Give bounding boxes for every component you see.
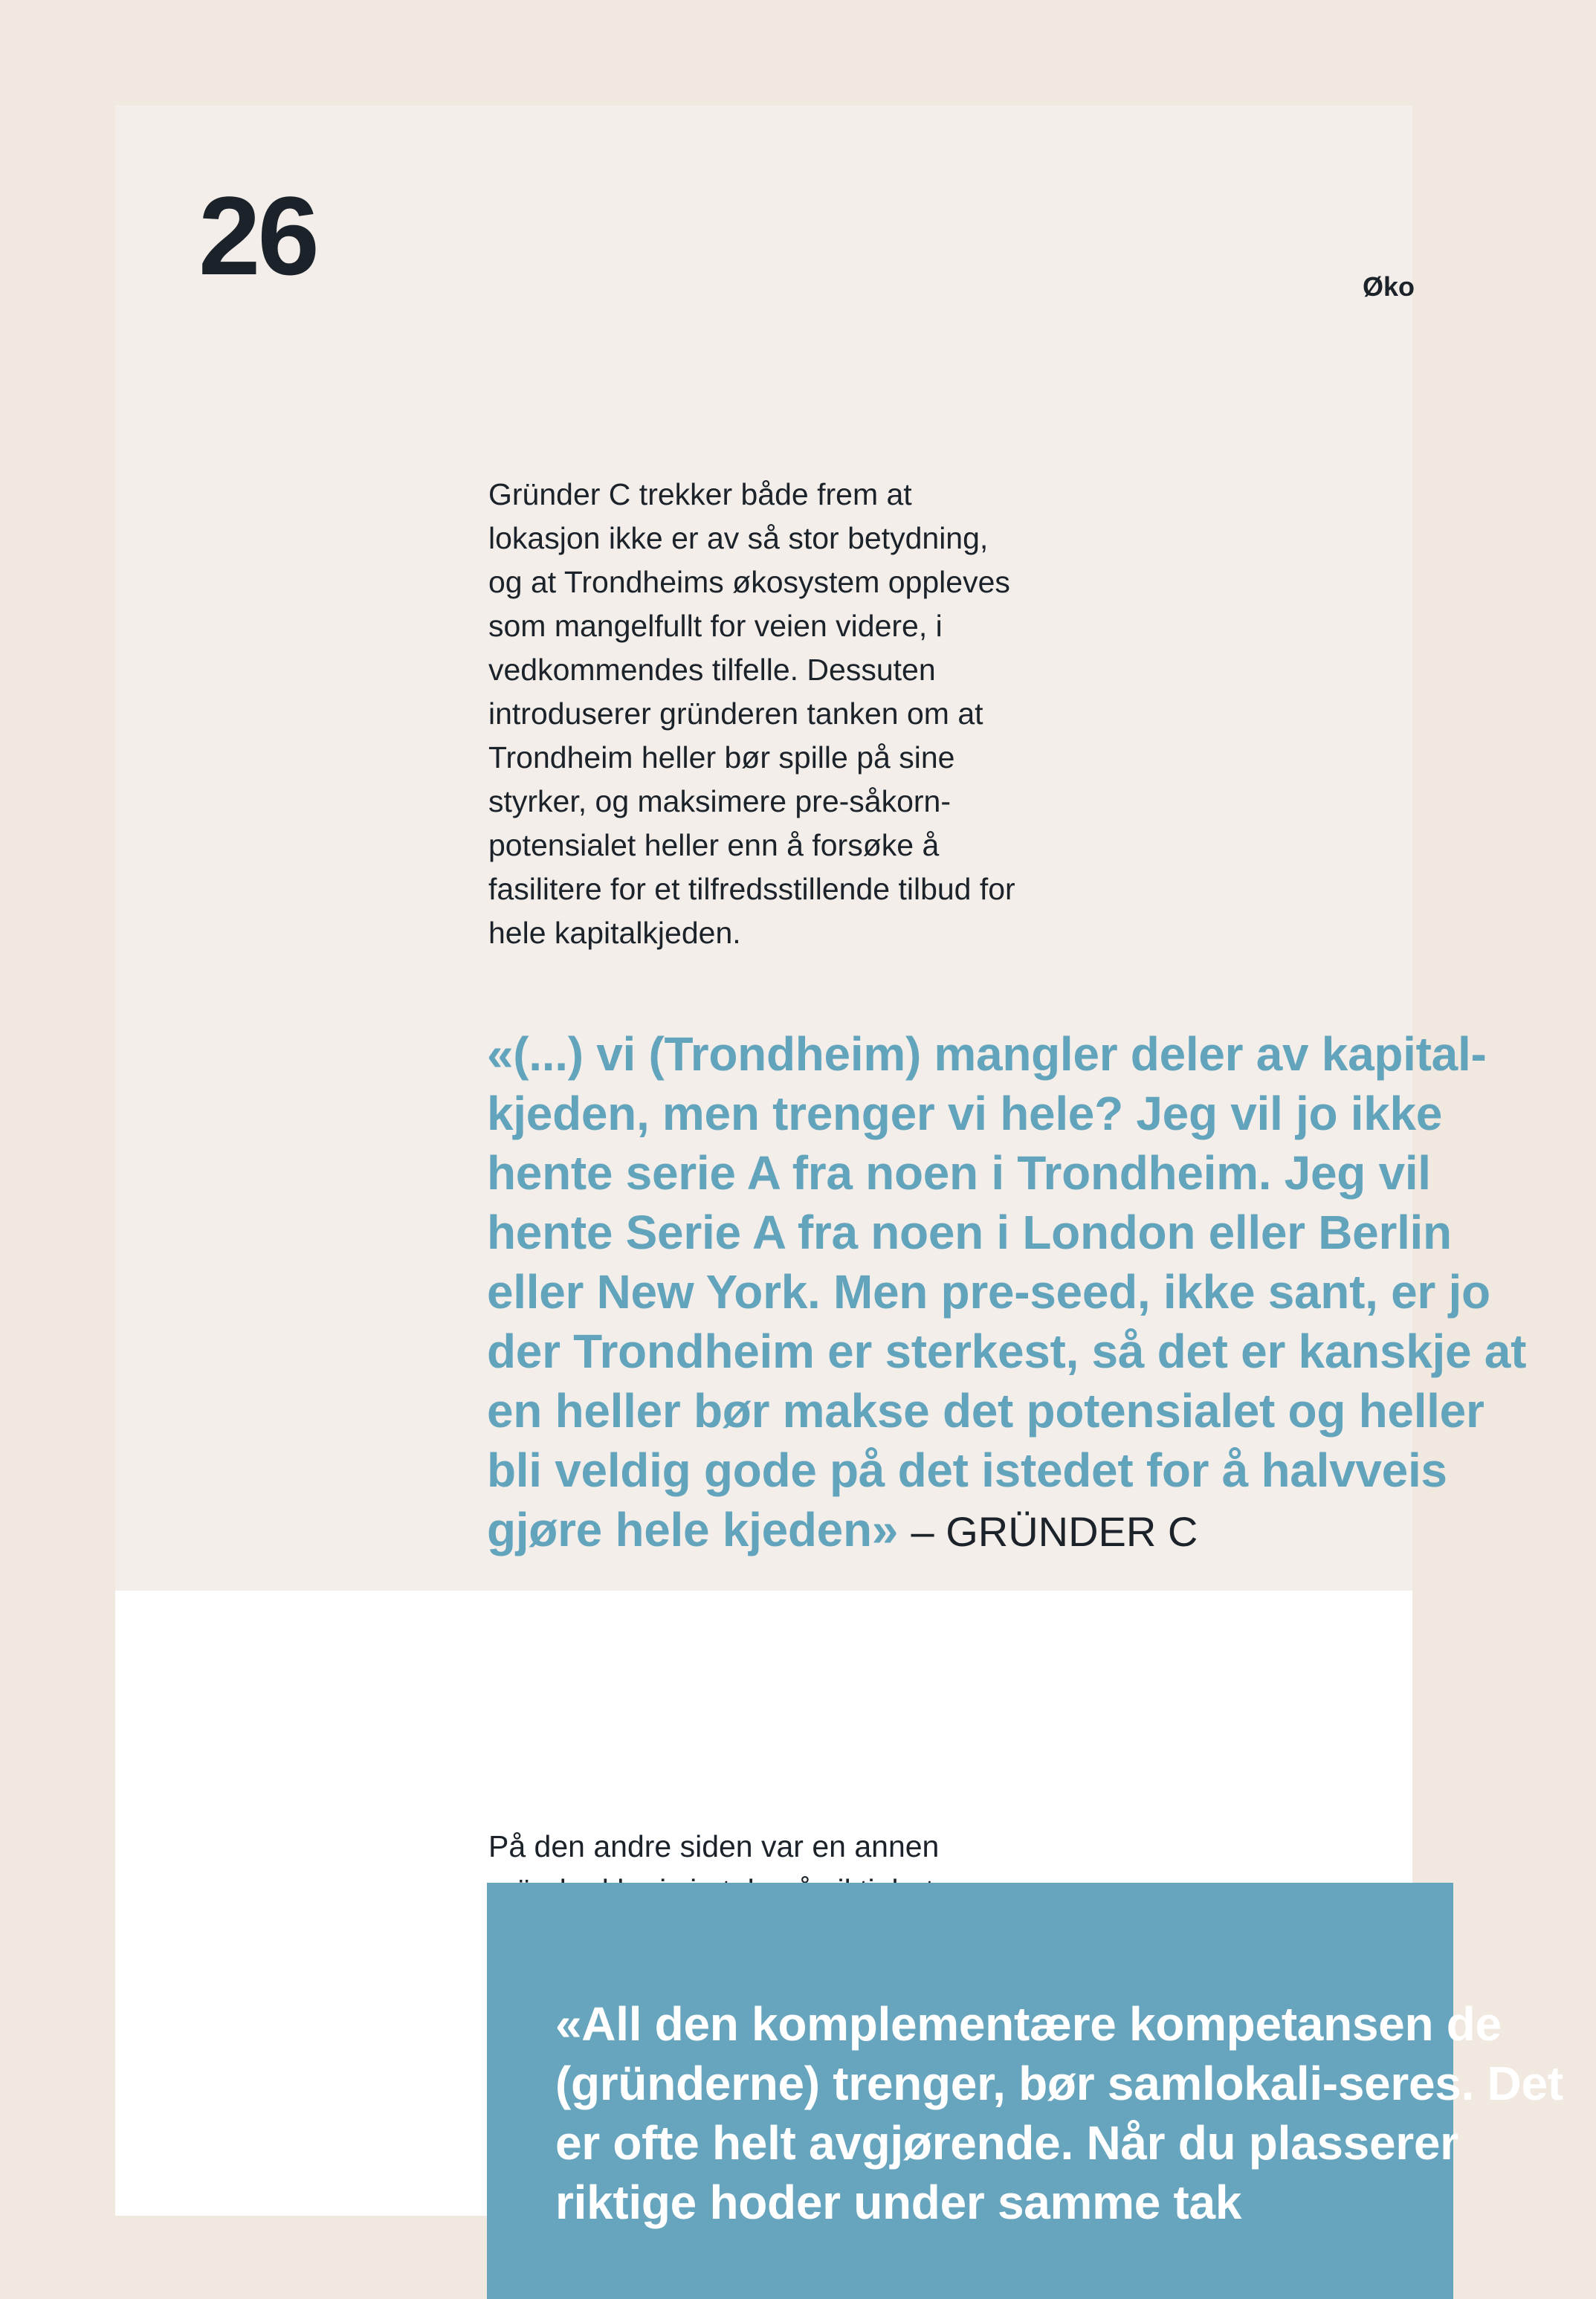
pull-quote xyxy=(487,1024,1528,1562)
body-paragraph: Gründer C trekker både frem at lokasjon ikke er av så stor betydning, og at Trondheims økosystem oppleves som mangelfullt for veien videre, i vedkommendes tilfelle. Dessuten introduserer gründeren tanken om at Trondheim heller bør spille på sine styrker, og maksimere pre-såkorn-potensialet heller enn å forsøke å fasilitere for et tilfredsstillende tilbud for hele kapitalkjeden. xyxy=(488,477,1015,950)
quote-attribution: – GRÜNDER C xyxy=(911,1508,1198,1555)
pull-quote-text: «(...) vi (Trondheim) mangler deler av kapital-kjeden, men trenger vi hele? Jeg vil jo ikke hente serie A fra noen i Trondheim. Jeg vil hente Serie A fra noen i London eller Berlin eller New York. Men pre-seed, ikke sant, er jo der Trondheim er sterkest, så det er kanskje at en heller bør makse det potensialet og heller bli veldig gode på det istedet for å halvveis gjøre hele kjeden» xyxy=(487,1027,1527,1556)
highlighted-quote-text: «All den komplementære kompetansen de (gründerne) trenger, bør samlokali-seres. Det er ofte helt avgjørende. Når du plasserer riktige hoder under samme tak xyxy=(555,1997,1563,2229)
document-page xyxy=(115,106,1563,2229)
running-header: Øko xyxy=(1363,271,1415,302)
highlighted-quote-box xyxy=(487,1883,1563,2299)
body-paragraph-2: På den andre siden var en annen xyxy=(488,1829,940,1863)
top-section xyxy=(115,106,1527,1591)
page-number: 26 xyxy=(198,173,317,298)
